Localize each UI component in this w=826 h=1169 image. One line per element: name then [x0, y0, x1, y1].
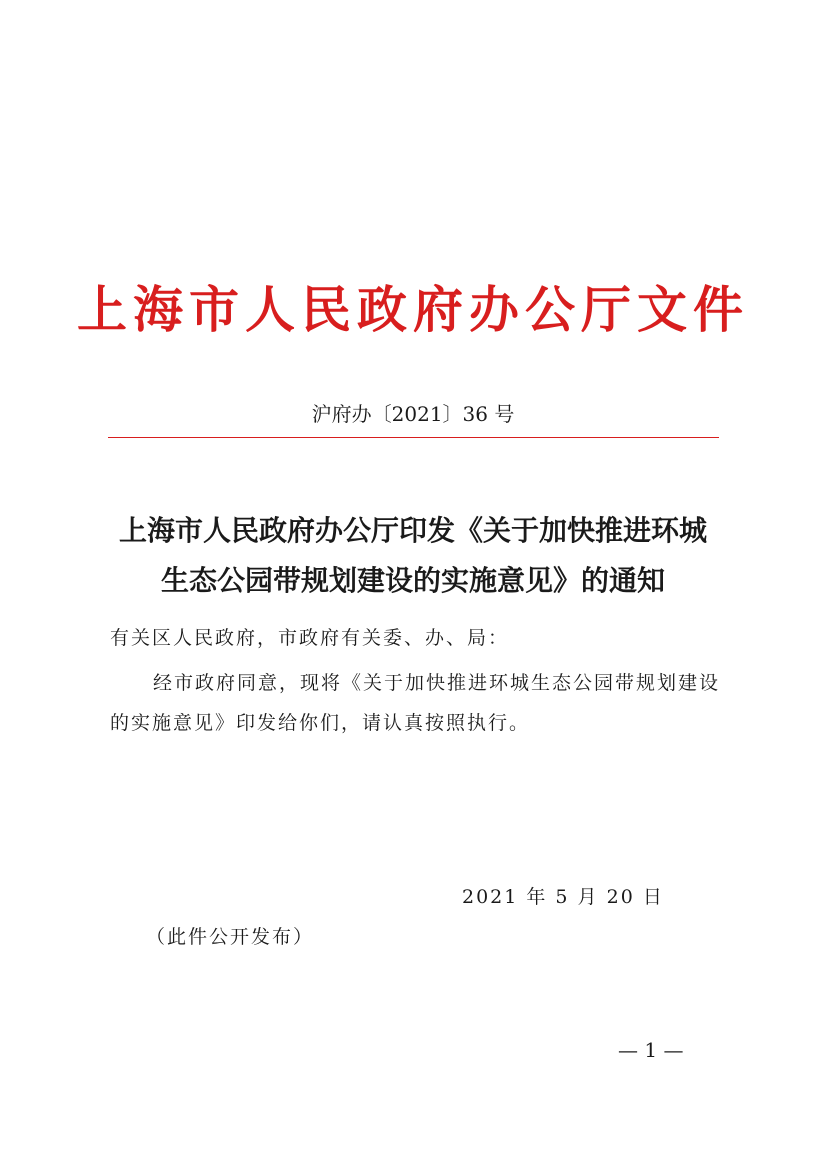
publish-note: （此件公开发布）: [146, 926, 315, 948]
page-number: — 1 —: [618, 1038, 684, 1062]
notice-title-line-1: 上海市人民政府办公厅印发《关于加快推进环城: [118, 514, 707, 547]
red-divider-line: [108, 437, 719, 438]
issue-date: 2021 年 5 月 20 日: [462, 886, 664, 908]
body-paragraph-line-1: 经市政府同意，现将《关于加快推进环城生态公园带规划建设: [153, 672, 721, 694]
document-number: 沪府办〔2021〕36 号: [311, 402, 515, 426]
notice-title-line-2: 生态公园带规划建设的实施意见》的通知: [160, 564, 665, 597]
body-paragraph-line-2: 的实施意见》印发给你们，请认真按照执行。: [110, 712, 531, 734]
notice-title: [0, 506, 826, 606]
salutation: 有关区人民政府，市政府有关委、办、局：: [110, 627, 510, 649]
document-header-title: 上海市人民政府办公厅文件: [77, 280, 749, 339]
